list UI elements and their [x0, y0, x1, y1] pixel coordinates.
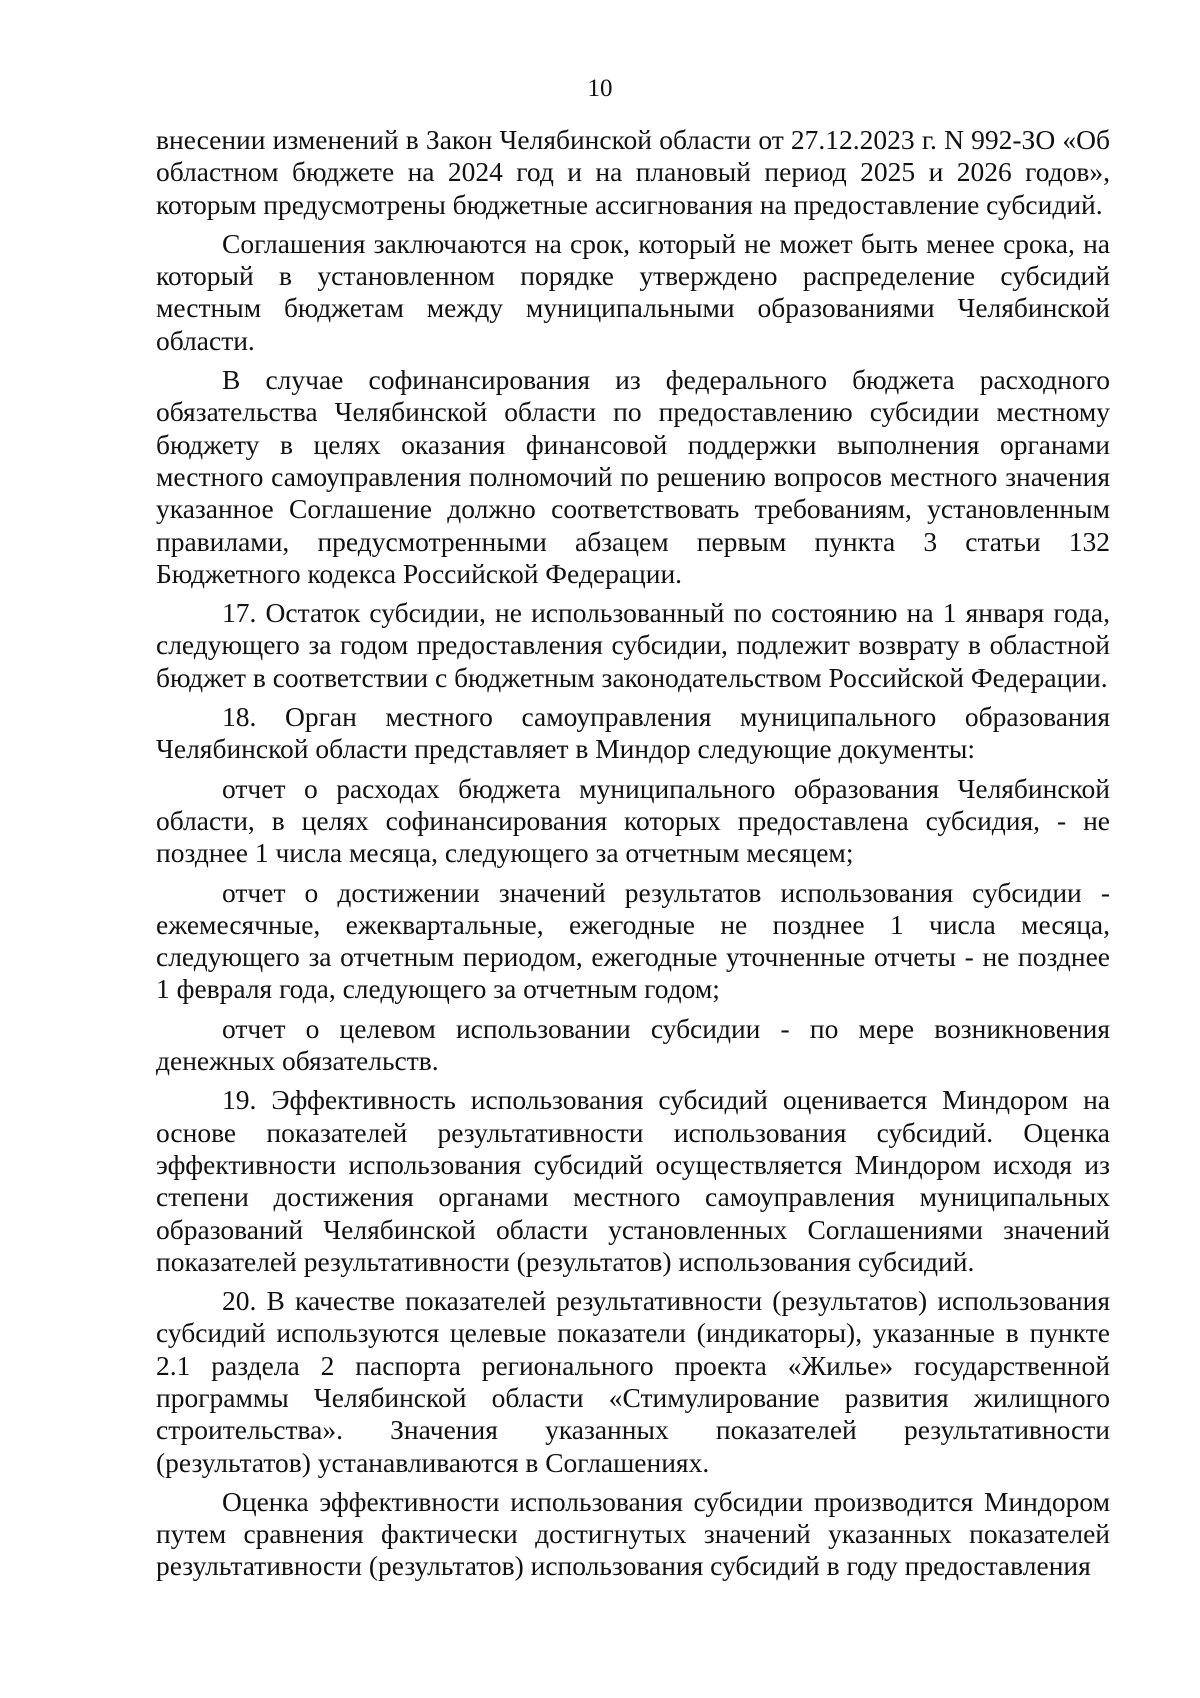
paragraph-results-report: отчет о достижении значений результатов использования субсидии - ежемесячные, ежеквартальные, ежегодные не позднее 1 числа месяца, следующего за отчетным периодом, ежегодные уточненные отчеты - не позднее 1 февраля года, следующего за отчетным годом;	[156, 876, 1110, 1005]
paragraph-item-17: 17. Остаток субсидии, не использованный по состоянию на 1 января года, следующего за годом предоставления субсидии, подлежит возврату в областной бюджет в соответствии с бюджетным законодательством Российской Федерации.	[156, 597, 1110, 693]
paragraph-budget-law-continuation: внесении изменений в Закон Челябинской области от 27.12.2023 г. N 992-ЗО «Об областном бюджете на 2024 год и на плановый период 2025 и 2026 годов», которым предусмотрены бюджетные ассигнования на предоставление субсидий.	[156, 124, 1110, 220]
paragraph-item-18: 18. Орган местного самоуправления муниципального образования Челябинской области представляет в Миндор следующие документы:	[156, 701, 1110, 765]
paragraph-expense-report: отчет о расходах бюджета муниципального образования Челябинской области, в целях софинансирования которых предоставлена субсидия, - не позднее 1 числа месяца, следующего за отчетным месяцем;	[156, 772, 1110, 869]
paragraph-federal-cofinancing: В случае софинансирования из федерального бюджета расходного обязательства Челябинской области по предоставлению субсидии местному бюджету в целях оказания финансовой поддержки выполнения органами местного самоуправления полномочий по решению вопросов местного значения указанное Соглашение должно соответствовать требованиям, установленным правилами, предусмотренными абзацем первым пункта 3 статьи 132 Бюджетного кодекса Российской Федерации.	[156, 364, 1110, 589]
paragraph-target-use-report: отчет о целевом использовании субсидии - по мере возникновения денежных обязательств.	[156, 1012, 1110, 1077]
paragraph-efficiency-assessment: Оценка эффективности использования субсидии производится Миндором путем сравнения фактически достигнутых значений указанных показателей результативности (результатов) использования субсидий в году предоставления	[156, 1485, 1110, 1582]
page-number: 10	[587, 75, 613, 102]
paragraph-item-19: 19. Эффективность использования субсидий оценивается Миндором на основе показателей результативности использования субсидий. Оценка эффективности использования субсидий осуществляется Миндором исходя из степени достижения органами местного самоуправления муниципальных образований Челябинской области установленных Соглашениями значений показателей результативности (результатов) использования субсидий.	[156, 1084, 1110, 1277]
document-body	[156, 124, 1110, 1583]
paragraph-agreement-term: Соглашения заключаются на срок, который не может быть менее срока, на который в установленном порядке утверждено распределение субсидий местным бюджетам между муниципальными образованиями Челябинской области.	[156, 227, 1110, 356]
paragraph-item-20: 20. В качестве показателей результативности (результатов) использования субсидий используются целевые показатели (индикаторы), указанные в пункте 2.1 раздела 2 паспорта регионального проекта «Жилье» государственной программы Челябинской области «Стимулирование развития жилищного строительства». Значения указанных показателей результативности (результатов) устанавливаются в Соглашениях.	[156, 1285, 1110, 1478]
